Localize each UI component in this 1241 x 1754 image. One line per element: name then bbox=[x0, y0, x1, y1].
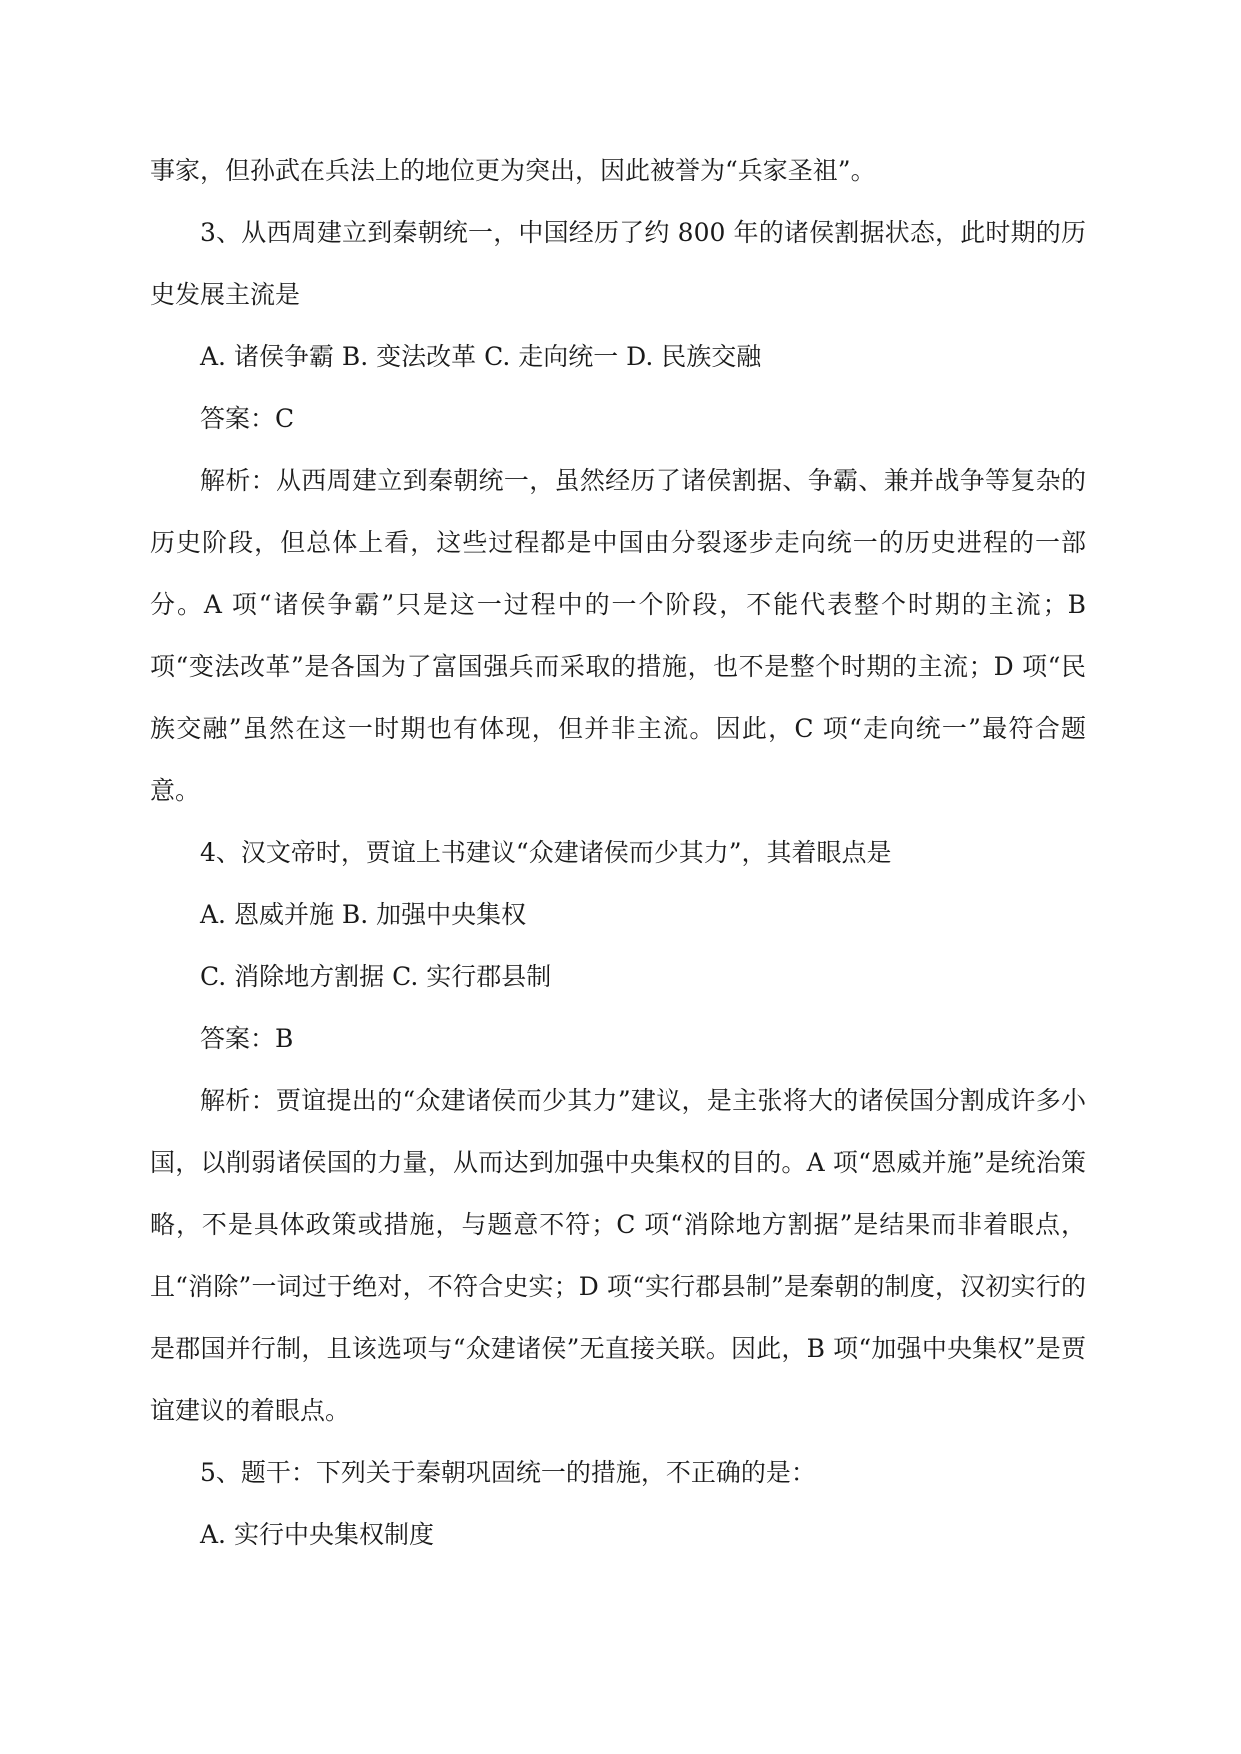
question-4-answer: 答案：B bbox=[200, 1024, 294, 1053]
question-3-options: A. 诸侯争霸 B. 变法改革 C. 走向统一 D. 民族交融 bbox=[200, 342, 762, 371]
question-5-option-a: A. 实行中央集权制度 bbox=[200, 1520, 434, 1549]
question-4-stem: 4、汉文帝时，贾谊上书建议“众建诸侯而少其力”，其着眼点是 bbox=[200, 838, 892, 867]
question-5-stem: 5、题干：下列关于秦朝巩固统一的措施，不正确的是： bbox=[200, 1458, 816, 1487]
question-4-analysis: 解析：贾谊提出的“众建诸侯而少其力”建议，是主张将大的诸侯国分割成许多小国，以削弱诸侯国的力量，从而达到加强中央集权的目的。A 项“恩威并施”是统治策略，不是具体政策或措施，与题意不符；C 项“消除地方割据”是结果而非着眼点，且“消除”一词过于绝对，不符合史实；D 项“实行郡县制”是秦朝的制度，汉初实行的是郡国并行制，且该选项与“众建诸侯”无直接关联。因此，B 项“加强中央集权”是贾谊建议的着眼点。 bbox=[150, 1086, 1086, 1425]
paragraph-continuation: 事家，但孙武在兵法上的地位更为突出，因此被誉为“兵家圣祖”。 bbox=[150, 156, 876, 185]
question-3-answer: 答案：C bbox=[200, 404, 295, 433]
question-4-options-line-2: C. 消除地方割据 C. 实行郡县制 bbox=[200, 962, 552, 991]
question-3-stem: 3、从西周建立到秦朝统一，中国经历了约 800 年的诸侯割据状态，此时期的历史发展主流是 bbox=[150, 218, 1086, 309]
question-3-analysis: 解析：从西周建立到秦朝统一，虽然经历了诸侯割据、争霸、兼并战争等复杂的历史阶段，但总体上看，这些过程都是中国由分裂逐步走向统一的历史进程的一部分。A 项“诸侯争霸”只是这一过程中的一个阶段，不能代表整个时期的主流；B 项“变法改革”是各国为了富国强兵而采取的措施，也不是整个时期的主流；D 项“民族交融”虽然在这一时期也有体现，但并非主流。因此，C 项“走向统一”最符合题意。 bbox=[150, 466, 1086, 805]
question-4-options-line-1: A. 恩威并施 B. 加强中央集权 bbox=[200, 900, 527, 929]
document-body bbox=[150, 140, 1086, 1566]
